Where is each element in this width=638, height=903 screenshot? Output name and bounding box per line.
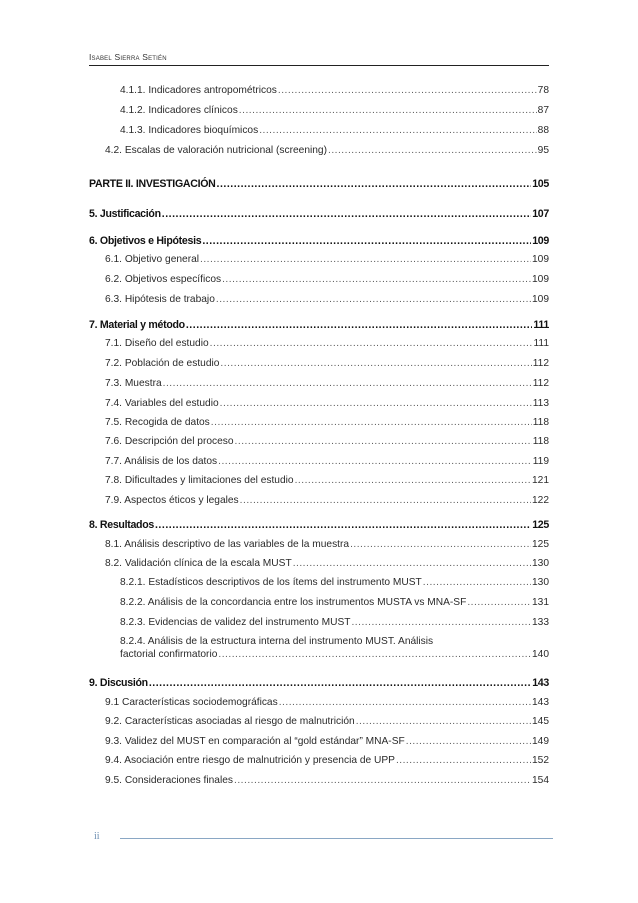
toc-entry[interactable]: 4.1.1. Indicadores antropométricos ..... 78 bbox=[89, 84, 549, 97]
toc-part-heading[interactable]: PARTE II. INVESTIGACIÓN ..... 105 bbox=[89, 178, 549, 191]
toc-entry[interactable]: 7.6. Descripción del proceso ..... 118 bbox=[89, 435, 549, 448]
toc-entry-line1: 8.2.4. Análisis de la estructura interna del instrumento MUST. Análisis bbox=[120, 636, 434, 647]
toc-entry-line2: factorial confirmatorio ..... 140 bbox=[120, 648, 549, 661]
toc-entry[interactable]: 9.4. Asociación entre riesgo de malnutrición y presencia de UPP ..... 152 bbox=[89, 754, 549, 767]
toc-chapter[interactable]: 5. Justificación ..... 107 bbox=[89, 208, 549, 221]
toc-entry[interactable]: 7.4. Variables del estudio ..... 113 bbox=[89, 397, 549, 410]
toc-entry[interactable]: 9.1 Características sociodemográficas ..... 143 bbox=[89, 696, 549, 709]
toc-entry[interactable]: 8.2.3. Evidencias de validez del instrumento MUST ..... 133 bbox=[89, 616, 549, 629]
toc-entry[interactable]: 7.7. Análisis de los datos ..... 119 bbox=[89, 455, 549, 468]
toc-entry[interactable]: 4.1.2. Indicadores clínicos ..... 87 bbox=[89, 104, 549, 117]
toc-chapter[interactable]: 7. Material y método ..... 111 bbox=[89, 319, 549, 332]
toc-entry-multiline[interactable] bbox=[89, 635, 549, 661]
toc-entry[interactable]: 7.1. Diseño del estudio ..... 111 bbox=[89, 337, 549, 350]
footer-rule bbox=[120, 838, 553, 839]
toc-entry[interactable]: 7.5. Recogida de datos ..... 118 bbox=[89, 416, 549, 429]
toc-entry[interactable]: 7.8. Dificultades y limitaciones del estudio ..... 121 bbox=[89, 474, 549, 487]
toc-chapter[interactable]: 6. Objetivos e Hipótesis ..... 109 bbox=[89, 235, 549, 248]
toc-entry[interactable]: 8.2.2. Análisis de la concordancia entre los instrumentos MUSTA vs MNA-SF ..... 131 bbox=[89, 596, 549, 609]
toc-chapter[interactable]: 8. Resultados ..... 125 bbox=[89, 519, 549, 532]
toc-entry[interactable]: 7.3. Muestra ..... 112 bbox=[89, 377, 549, 390]
toc-entry[interactable]: 9.2. Características asociadas al riesgo de malnutrición ..... 145 bbox=[89, 715, 549, 728]
toc-entry[interactable]: 7.2. Población de estudio ..... 112 bbox=[89, 357, 549, 370]
page-number: ii bbox=[94, 831, 100, 842]
header-rule bbox=[89, 65, 549, 66]
toc-entry[interactable]: 9.5. Consideraciones finales ..... 154 bbox=[89, 774, 549, 787]
toc-entry[interactable]: 4.1.3. Indicadores bioquímicos ..... 88 bbox=[89, 124, 549, 137]
toc-entry[interactable]: 9.3. Validez del MUST en comparación al “gold estándar” MNA-SF ..... 149 bbox=[89, 735, 549, 748]
running-header: Isabel Sierra Setién bbox=[89, 52, 167, 62]
toc-entry[interactable]: 8.2.1. Estadísticos descriptivos de los ítems del instrumento MUST ..... 130 bbox=[89, 576, 549, 589]
toc-entry[interactable]: 7.9. Aspectos éticos y legales ..... 122 bbox=[89, 494, 549, 507]
toc-entry[interactable]: 6.1. Objetivo general ..... 109 bbox=[89, 253, 549, 266]
toc-entry[interactable]: 8.1. Análisis descriptivo de las variables de la muestra ..... 125 bbox=[89, 538, 549, 551]
toc-entry[interactable]: 6.2. Objetivos específicos ..... 109 bbox=[89, 273, 549, 286]
toc-entry[interactable]: 6.3. Hipótesis de trabajo ..... 109 bbox=[89, 293, 549, 306]
toc-entry[interactable]: 8.2. Validación clínica de la escala MUST ..... 130 bbox=[89, 557, 549, 570]
toc-chapter[interactable]: 9. Discusión ..... 143 bbox=[89, 677, 549, 690]
toc-entry[interactable]: 4.2. Escalas de valoración nutricional (screening) ..... 95 bbox=[89, 144, 549, 157]
